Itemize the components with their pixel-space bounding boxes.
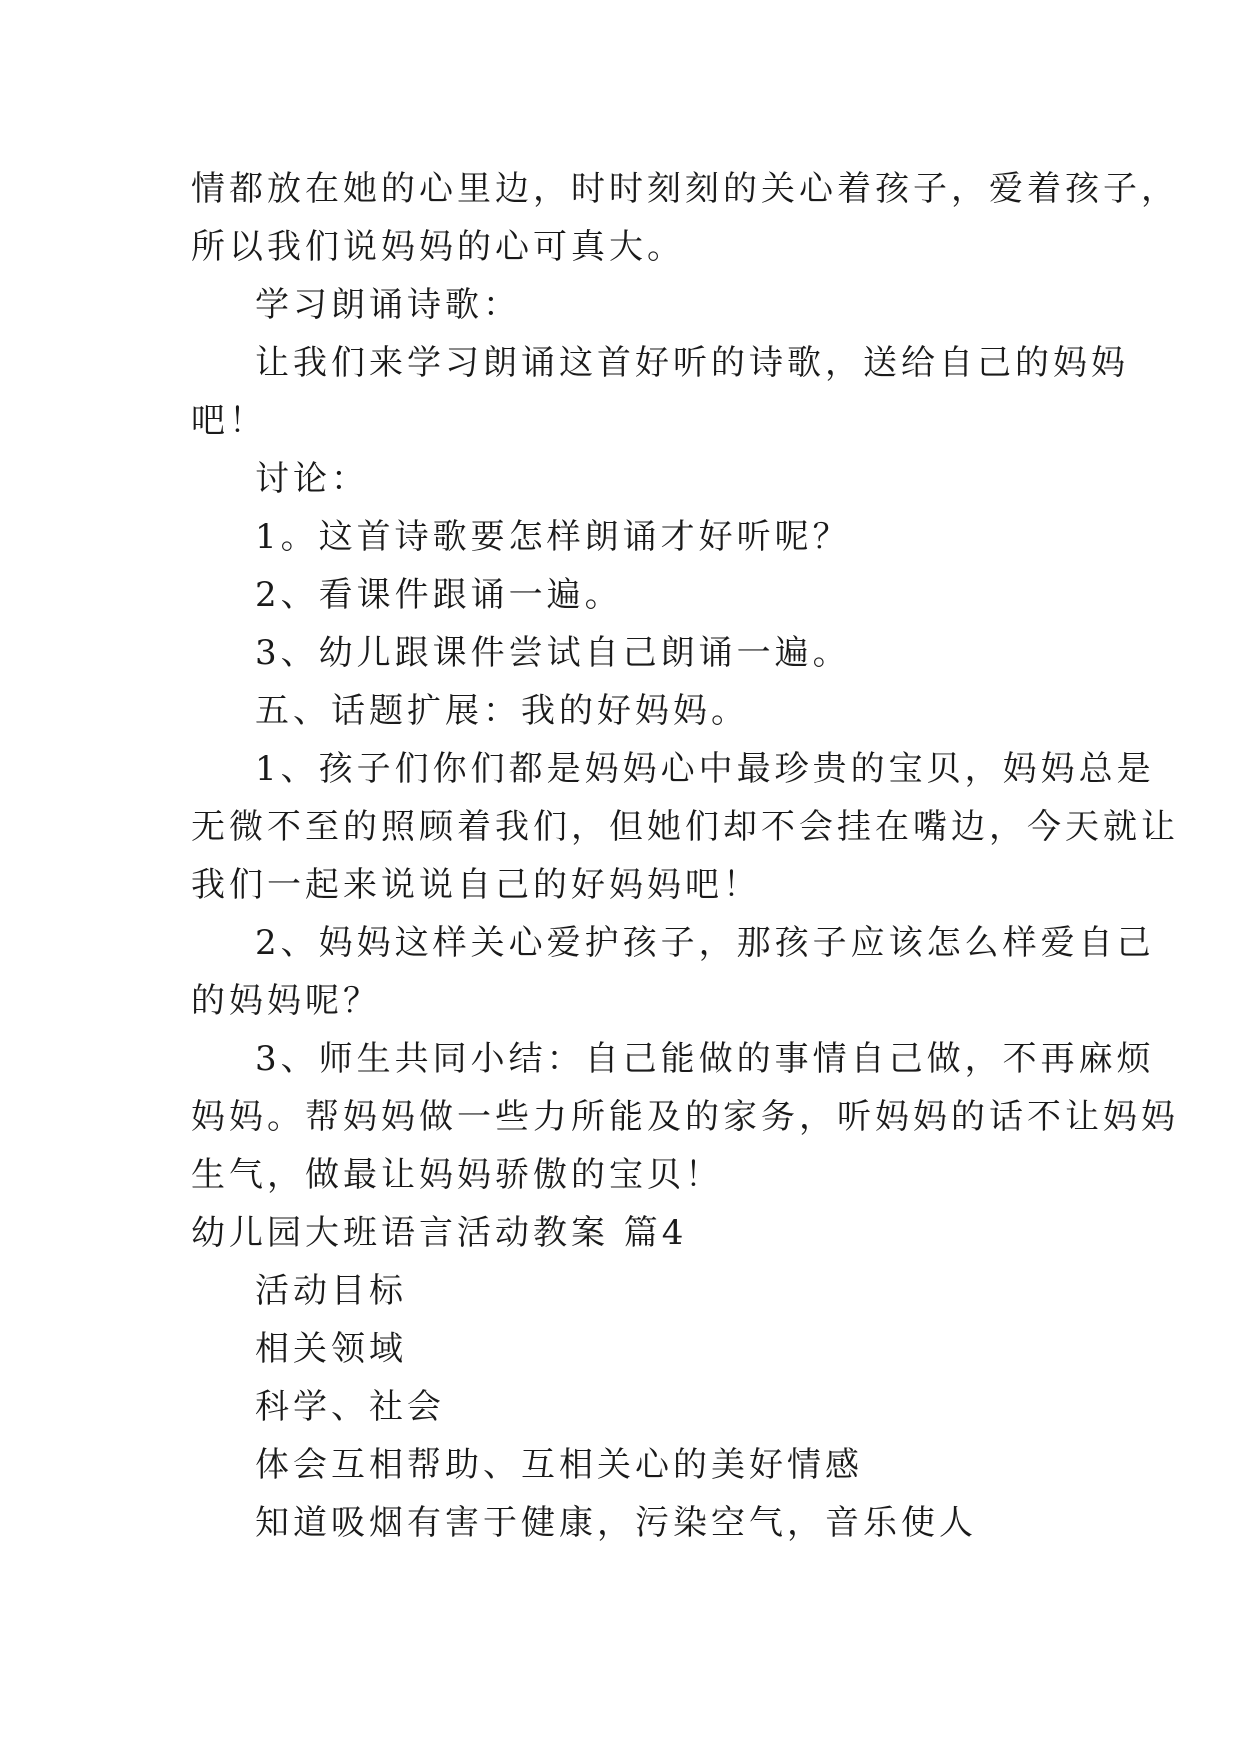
list-item: 1、孩子们你们都是妈妈心中最珍贵的宝贝，妈妈总是 bbox=[255, 749, 1155, 789]
list-item: 3、幼儿跟课件尝试自己朗诵一遍。 bbox=[255, 633, 851, 673]
paragraph-line: 吧！ bbox=[191, 401, 267, 441]
section-heading: 活动目标 bbox=[255, 1271, 407, 1311]
paragraph-line: 无微不至的照顾着我们，但她们却不会挂在嘴边，今天就让 bbox=[191, 807, 1179, 847]
paragraph-line: 科学、社会 bbox=[255, 1387, 445, 1427]
section-heading: 相关领域 bbox=[255, 1329, 407, 1369]
chapter-title: 幼儿园大班语言活动教案 篇4 bbox=[191, 1213, 688, 1253]
list-item: 2、妈妈这样关心爱护孩子，那孩子应该怎么样爱自己 bbox=[255, 923, 1155, 963]
paragraph-line: 生气，做最让妈妈骄傲的宝贝！ bbox=[191, 1155, 723, 1195]
paragraph-line: 情都放在她的心里边，时时刻刻的关心着孩子，爱着孩子， bbox=[191, 169, 1179, 209]
paragraph-line: 的妈妈呢？ bbox=[191, 981, 381, 1021]
section-heading: 五、话题扩展：我的好妈妈。 bbox=[255, 691, 749, 731]
paragraph-line: 知道吸烟有害于健康，污染空气，音乐使人 bbox=[255, 1503, 977, 1543]
paragraph-line: 我们一起来说说自己的好妈妈吧！ bbox=[191, 865, 761, 905]
section-heading: 讨论： bbox=[255, 459, 369, 499]
section-heading: 学习朗诵诗歌： bbox=[255, 285, 521, 325]
list-item: 3、师生共同小结：自己能做的事情自己做，不再麻烦 bbox=[255, 1039, 1155, 1079]
paragraph-line: 妈妈。帮妈妈做一些力所能及的家务，听妈妈的话不让妈妈 bbox=[191, 1097, 1179, 1137]
list-item: 2、看课件跟诵一遍。 bbox=[255, 575, 623, 615]
paragraph-line: 体会互相帮助、互相关心的美好情感 bbox=[255, 1445, 863, 1485]
document-body bbox=[191, 160, 1179, 1552]
paragraph-line: 所以我们说妈妈的心可真大。 bbox=[191, 227, 685, 267]
paragraph-line: 让我们来学习朗诵这首好听的诗歌，送给自己的妈妈 bbox=[255, 343, 1129, 383]
list-item: 1。这首诗歌要怎样朗诵才好听呢？ bbox=[255, 517, 851, 557]
